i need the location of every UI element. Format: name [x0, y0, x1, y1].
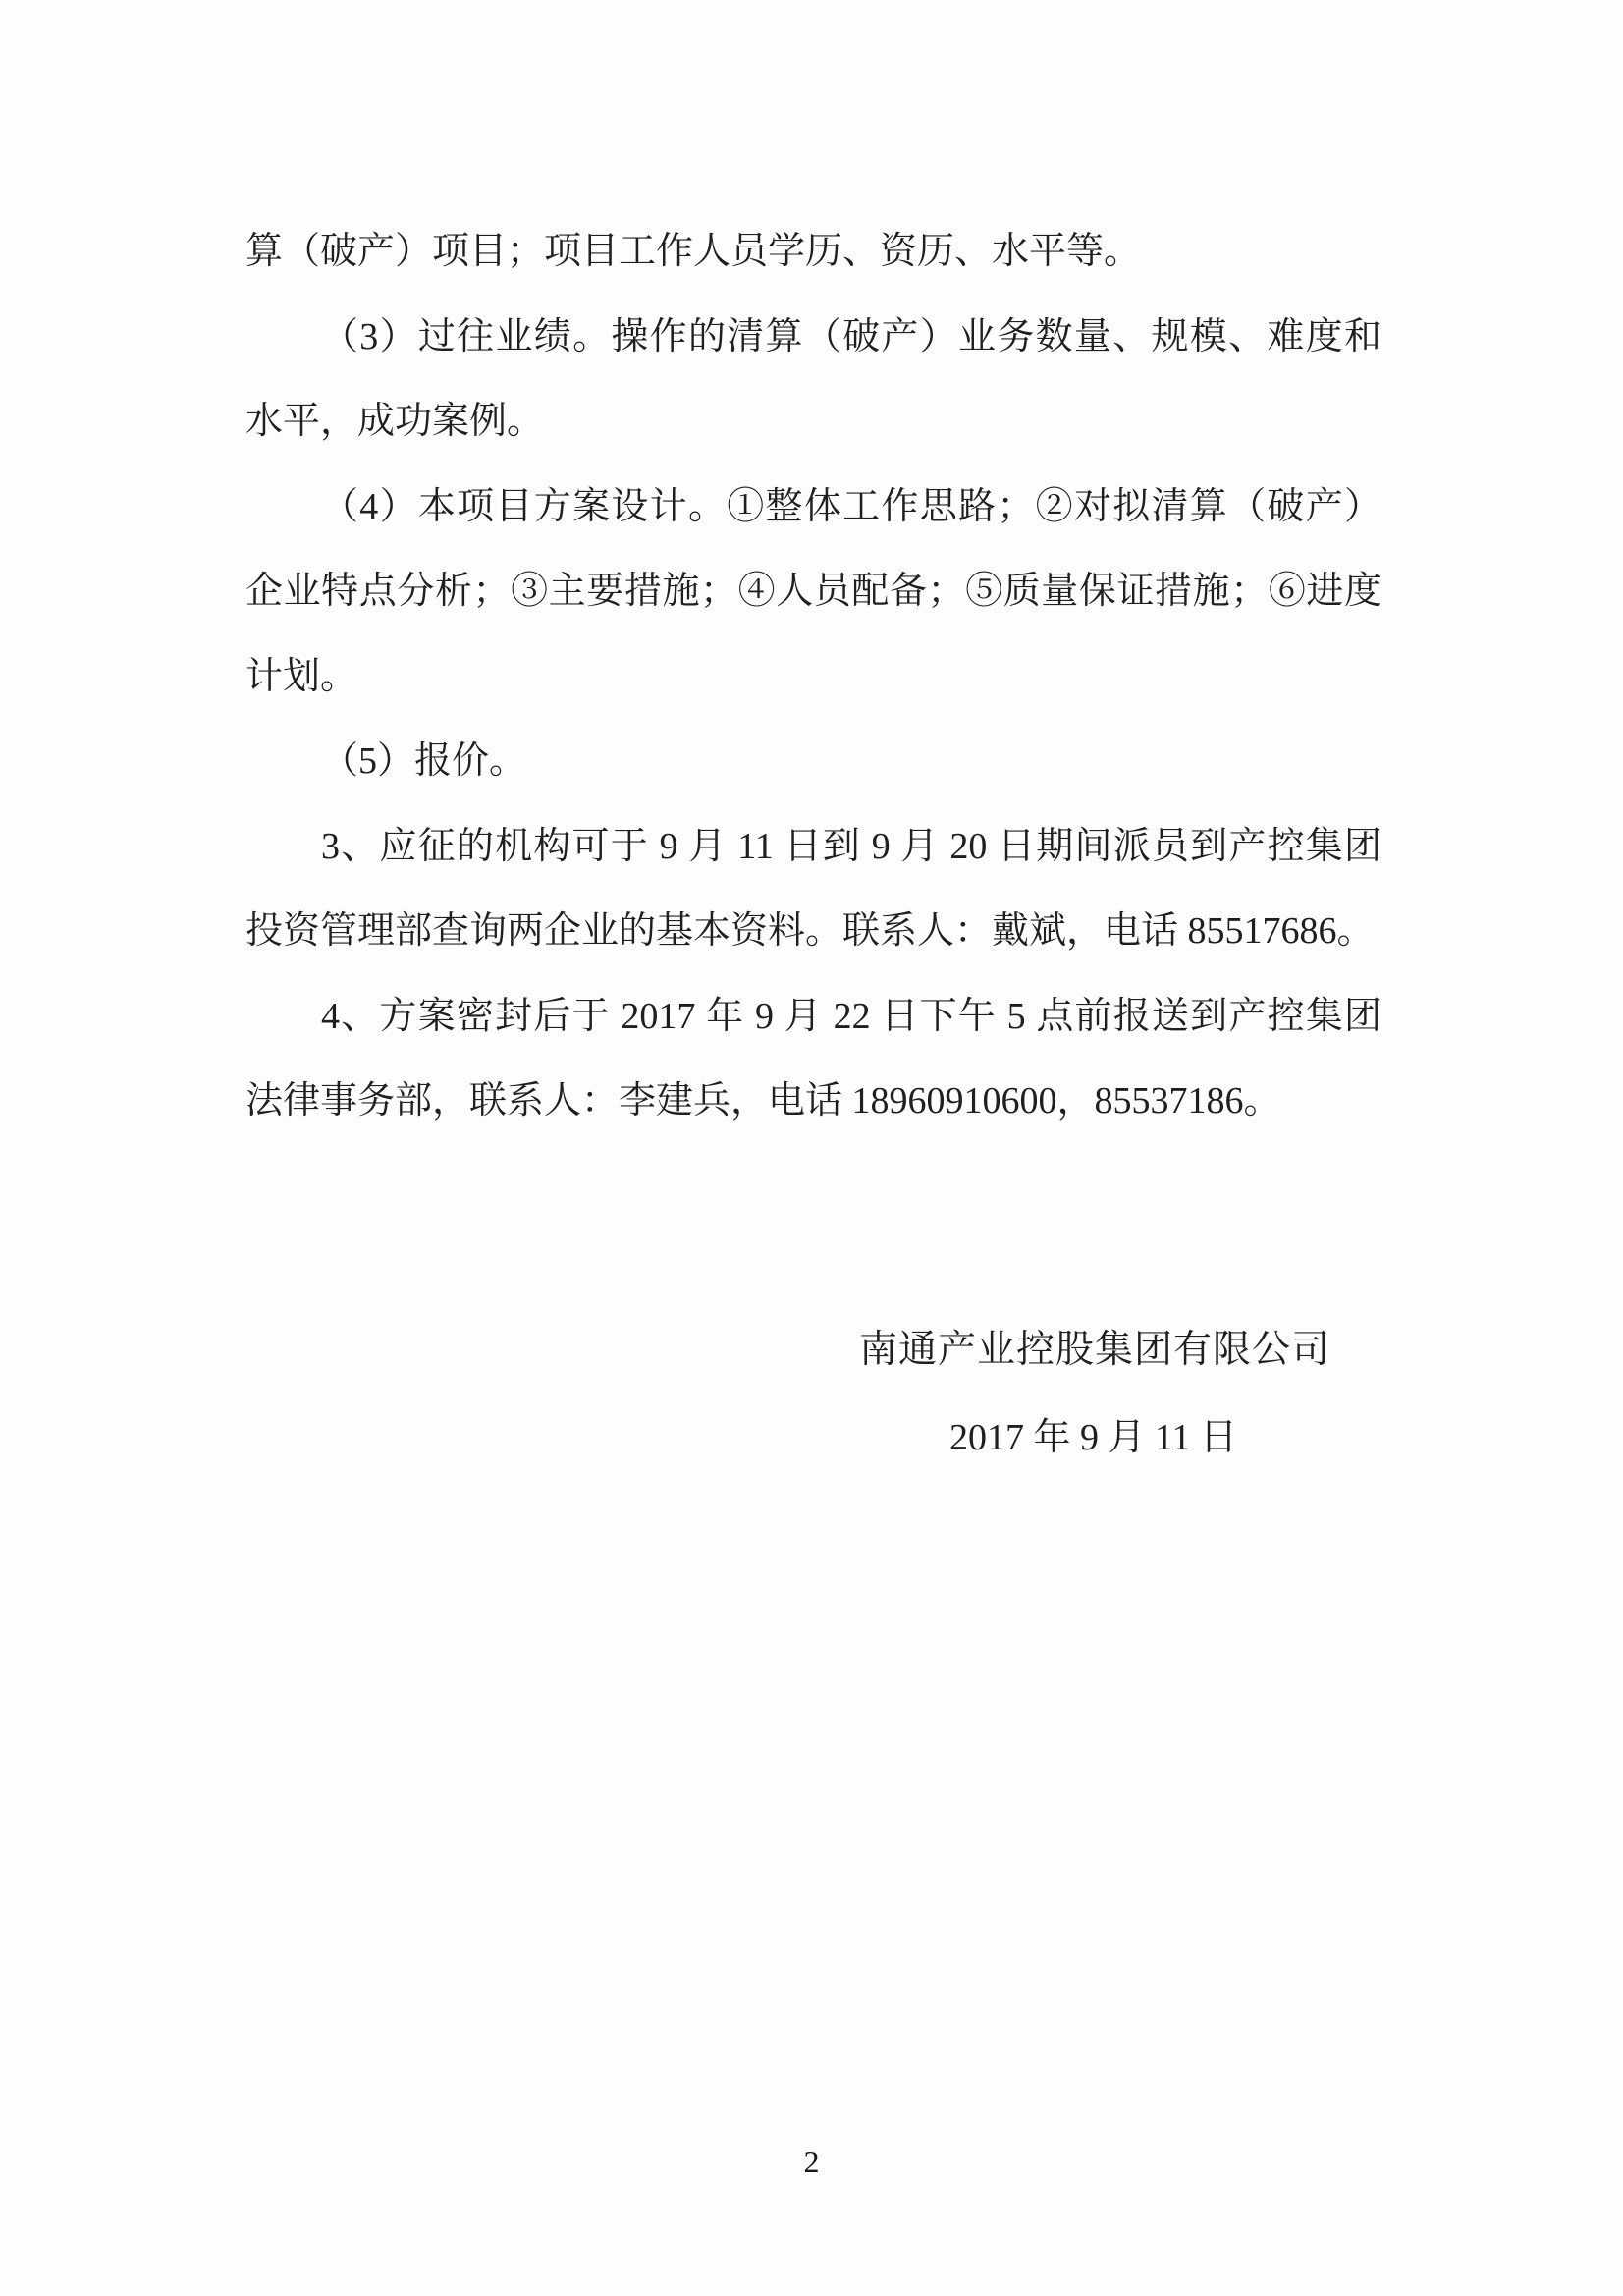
- signature-date: 2017 年 9 月 11 日: [949, 1417, 1238, 1458]
- body-text-line: （5）报价。: [321, 740, 527, 782]
- body-text-line: 算（破产）项目；项目工作人员学历、资历、水平等。: [245, 231, 1142, 272]
- body-text-line: （3）过往业绩。操作的清算（破产）业务数量、规模、难度和: [321, 315, 1381, 357]
- body-text-line: 法律事务部，联系人：李建兵，电话 18960910600，85537186。: [245, 1080, 1281, 1121]
- page-number: 2: [803, 2144, 820, 2179]
- body-text-line: 投资管理部查询两企业的基本资料。联系人：戴斌，电话 85517686。: [245, 910, 1375, 952]
- body-text-line: 计划。: [245, 655, 358, 697]
- body-text: [245, 209, 1381, 1144]
- body-text-line: 企业特点分析；③主要措施；④人员配备；⑤质量保证措施；⑥进度: [245, 571, 1381, 612]
- signature-company-name: 南通产业控股集团有限公司: [859, 1329, 1331, 1371]
- body-text-line: 水平，成功案例。: [245, 401, 545, 442]
- body-text-line: 3、应征的机构可于 9 月 11 日到 9 月 20 日期间派员到产控集团: [321, 825, 1381, 867]
- body-text-line: 4、方案密封后于 2017 年 9 月 22 日下午 5 点前报送到产控集团: [321, 995, 1381, 1037]
- body-text-line: （4）本项目方案设计。①整体工作思路；②对拟清算（破产）: [321, 485, 1381, 527]
